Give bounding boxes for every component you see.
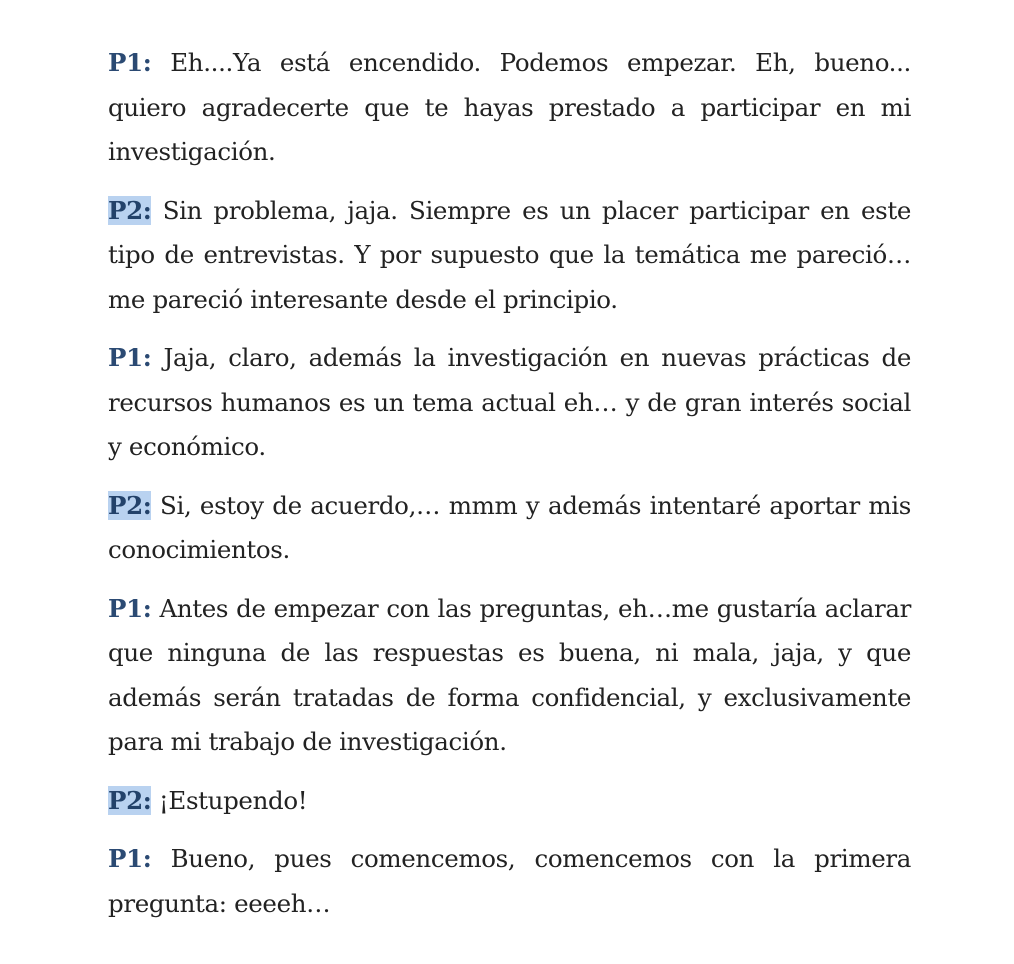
interview-transcript bbox=[108, 41, 911, 940]
transcript-turn bbox=[108, 587, 911, 765]
transcript-turn bbox=[108, 41, 911, 175]
transcript-turn bbox=[108, 189, 911, 323]
turn-text: Sin problema, jaja. Siempre es un placer participar en este tipo de entrevistas. Y por supuesto que la temática me pareció… me pareció interesante desde el principio. bbox=[108, 195, 911, 314]
turn-text: Eh....Ya está encendido. Podemos empezar. Eh, bueno... quiero agradecerte que te hayas prestado a participar en mi investigación. bbox=[108, 48, 911, 166]
transcript-turn bbox=[108, 779, 911, 824]
speaker-label: P1: bbox=[108, 844, 152, 873]
speaker-label: P1: bbox=[108, 48, 152, 77]
speaker-label-highlighted: P2: bbox=[108, 490, 152, 520]
transcript-turn bbox=[108, 837, 911, 926]
turn-text: Bueno, pues comencemos, comencemos con la primera pregunta: eeeeh… bbox=[108, 844, 911, 918]
speaker-label: P1: bbox=[108, 343, 152, 372]
transcript-turn bbox=[108, 336, 911, 470]
turn-text: Antes de empezar con las preguntas, eh…me gustaría aclarar que ninguna de las respuestas es buena, ni mala, jaja, y que además serán tratadas de forma confidencial, y exclusivamente para mi trabajo de investigación. bbox=[108, 593, 911, 756]
transcript-turn bbox=[108, 484, 911, 573]
speaker-label-highlighted: P2: bbox=[108, 785, 152, 815]
speaker-label-highlighted: P2: bbox=[108, 195, 152, 225]
turn-text: Si, estoy de acuerdo,… mmm y además intentaré aportar mis conocimientos. bbox=[108, 490, 911, 564]
turn-text: ¡Estupendo! bbox=[158, 785, 308, 815]
speaker-label: P1: bbox=[108, 593, 152, 623]
turn-text: Jaja, claro, además la investigación en nuevas prácticas de recursos humanos es un tema actual eh… y de gran interés social y económico. bbox=[108, 343, 911, 461]
